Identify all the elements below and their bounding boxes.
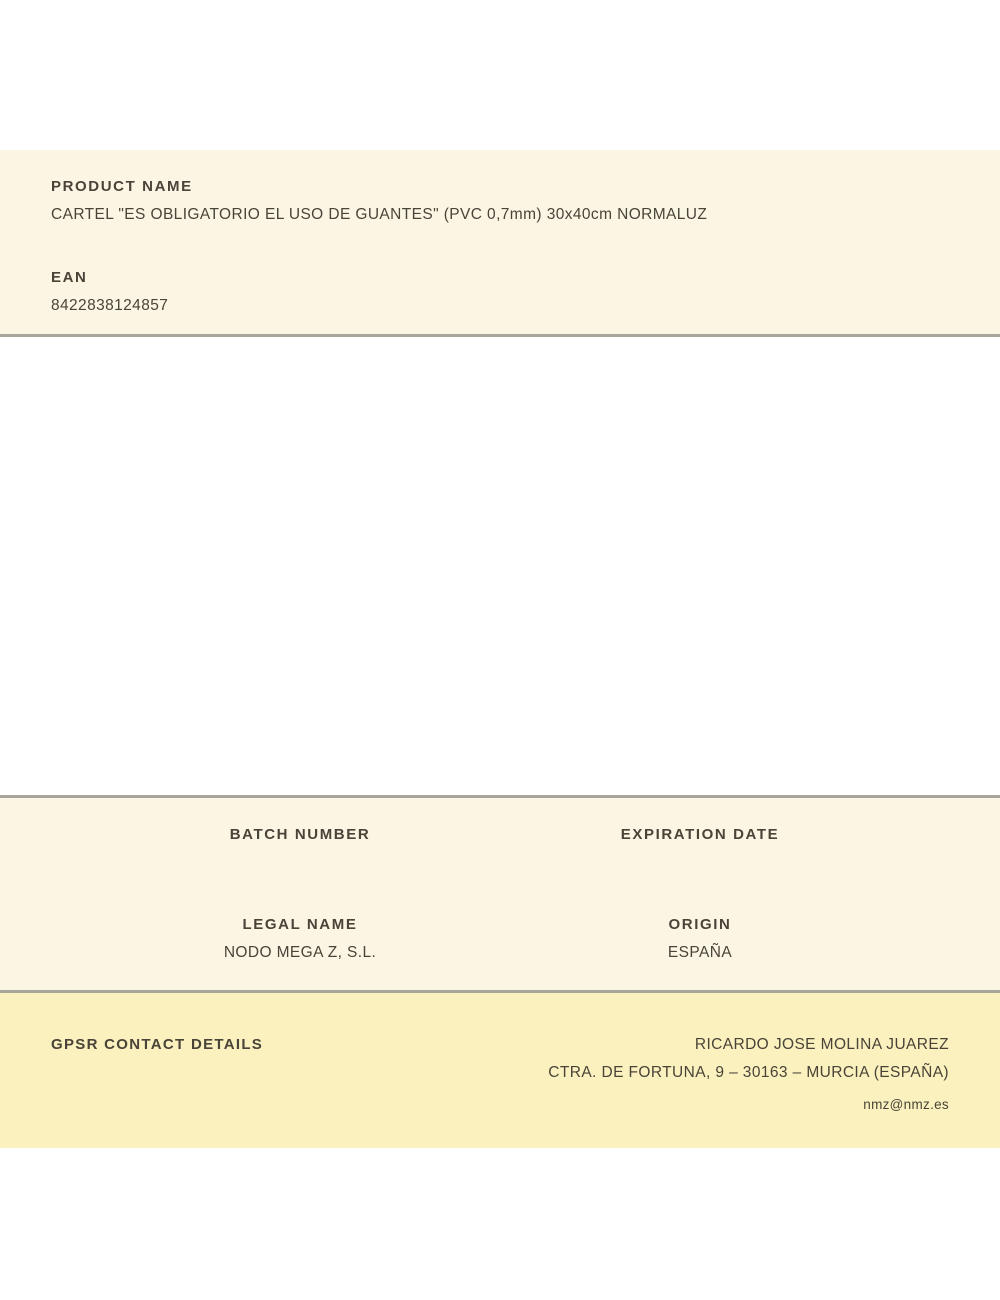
legal-name-value: NODO MEGA Z, S.L. [223,944,377,961]
gpsr-contact-block [548,1035,949,1114]
batch-number-label: BATCH NUMBER [229,826,371,843]
product-name-value: CARTEL "ES OBLIGATORIO EL USO DE GUANTES" (PVC 0,7mm) 30x40cm NORMALUZ [51,206,708,223]
legal-name-field [100,915,500,962]
contact-address: CTRA. DE FORTUNA, 9 – 30163 – MURCIA (ESPAÑA) [548,1064,949,1081]
product-name-label: PRODUCT NAME [51,178,193,195]
product-name-field [51,177,949,224]
batch-expiration-row [0,825,1000,844]
legal-origin-row [0,915,1000,962]
ean-label: EAN [51,269,88,286]
product-info-section [0,150,1000,337]
contact-email: nmz@nmz.es [863,1097,949,1112]
ean-field [51,268,949,315]
gpsr-contact-section [0,990,1000,1148]
batch-legal-section [0,795,1000,990]
batch-number-field [100,825,500,844]
legal-name-label: LEGAL NAME [242,916,358,933]
contact-name: RICARDO JOSE MOLINA JUAREZ [694,1036,949,1053]
gpsr-contact-label: GPSR CONTACT DETAILS [51,1036,264,1053]
origin-field [500,915,900,962]
ean-value: 8422838124857 [51,297,169,314]
expiration-date-field [500,825,900,844]
expiration-date-label: EXPIRATION DATE [620,826,780,843]
origin-label: ORIGIN [668,916,732,933]
origin-value: ESPAÑA [667,944,733,961]
